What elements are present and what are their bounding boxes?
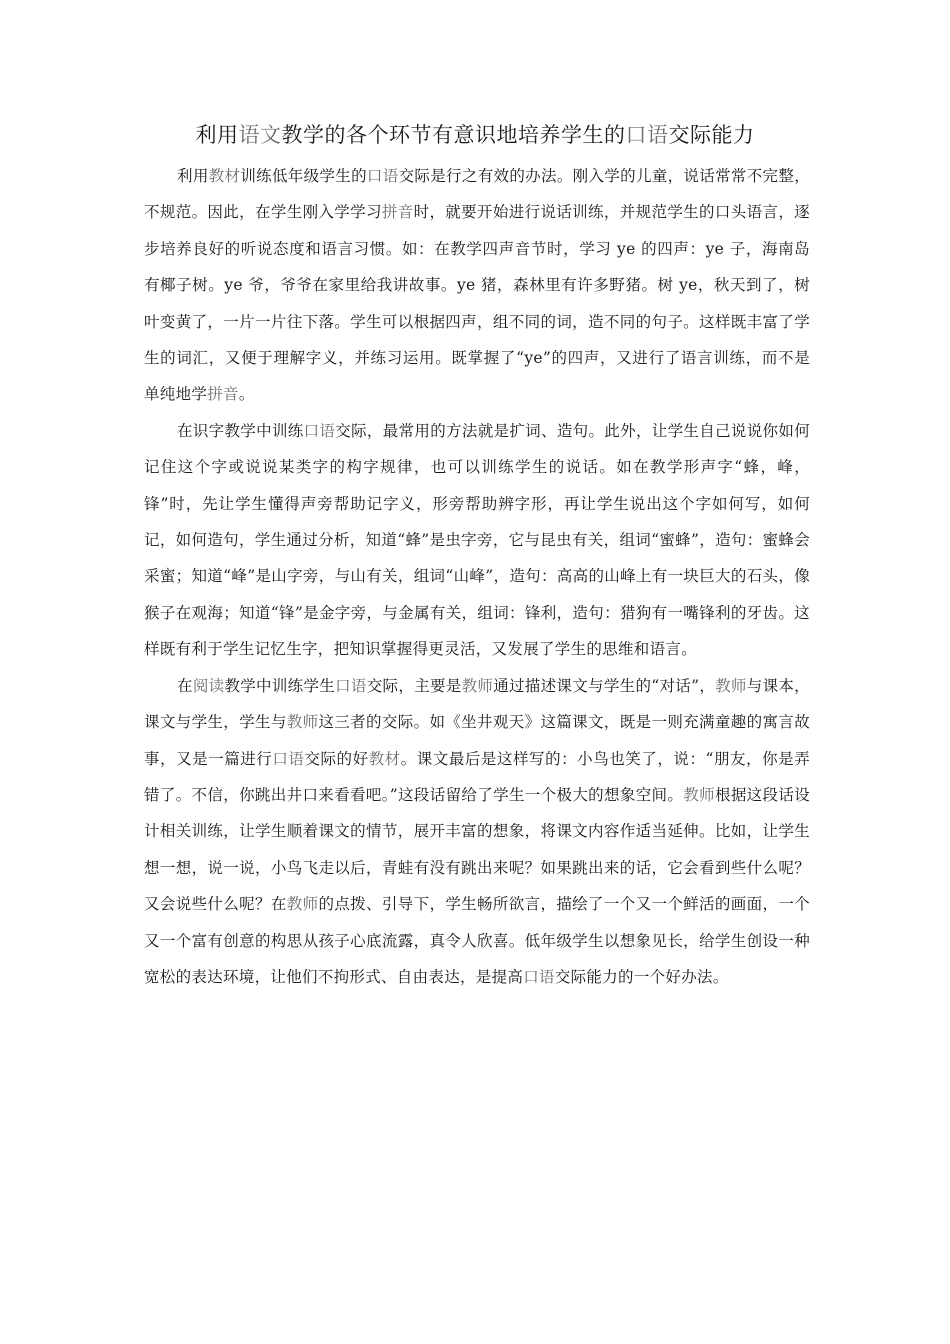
keyword-link[interactable]: 教师 (715, 676, 747, 695)
keyword-link[interactable]: 拼音 (381, 203, 414, 222)
paragraph-text: 根据这段话设计相关训练，让学生顺着课文的情节，展开丰富的想象，将课文内容作适当延伸。比如，让学生想一想，说一说，小鸟飞走以后，青蛙有没有跳出来呢？如果跳出来的话，它会看到些什么呢？又会说些什么呢？在 (144, 785, 810, 914)
paragraph-text: 交际的好 (304, 749, 369, 768)
keyword-link[interactable]: 口语 (366, 167, 399, 185)
keyword-link[interactable]: 口语 (523, 967, 555, 986)
title-link-text[interactable]: 语文 (238, 123, 282, 147)
keyword-link[interactable]: 阅读 (192, 676, 225, 695)
paragraph-text: 训练低年级学生的 (240, 167, 367, 185)
paragraph-text: 这三者的交际。如《坐井观天》这篇课文，既是一则充满童趣的寓言故事，又是一篇进行 (144, 713, 810, 768)
title-link-text[interactable]: 口语 (625, 123, 669, 147)
paragraph-text: 。 (238, 385, 255, 404)
paragraph (144, 158, 810, 413)
keyword-link[interactable]: 拼音 (207, 385, 239, 404)
keyword-link[interactable]: 教材 (368, 749, 401, 768)
keyword-link[interactable]: 教材 (208, 167, 241, 185)
paragraph (144, 413, 810, 668)
keyword-link[interactable]: 教师 (461, 676, 494, 695)
paragraph-text: 交际，最常用的方法就是扩词、造句。此外，让学生自己说说你如何记住这个字或说说某类字的构字规律，也可以训练学生的说话。如在教学形声字“蜂，峰，锋”时，先让学生懂得声旁帮助记字义，形旁帮助辨字形，再让学生说出这个字如何写，如何记，如何造句，学生通过分析，知道“蜂”是虫字旁，它与昆虫有关，组词“蜜蜂”，造句：蜜蜂会采蜜；知道“峰”是山字旁，与山有关，组词“山峰”，造句：高高的山峰上有一块巨大的石头，像猴子在观海；知道“锋”是金字旁，与金属有关，组词：锋利，造句：猎狗有一嘴锋利的牙齿。这样既有利于学生记忆生字，把知识掌握得更灵活，又发展了学生的思维和语言。 (144, 421, 810, 659)
paragraph-text: 的点拨、引导下，学生畅所欲言，描绘了一个又一个鲜活的画面，一个又一个富有创意的构思从孩子心底流露，真令人欣喜。低年级学生以想象见长，给学生创设一种宽松的表达环境，让他们不拘形式、自由表达，是提高 (144, 895, 810, 986)
paragraph-text: 与课本，课文与学生，学生与 (144, 676, 810, 732)
title-text: 交际能力 (668, 123, 755, 147)
paragraph-text: 教学中训练学生 (224, 676, 336, 695)
document-title (140, 118, 810, 152)
paragraph-text: 交际，主要是 (366, 676, 462, 695)
title-text: 利用 (195, 123, 239, 147)
keyword-link[interactable]: 教师 (286, 895, 319, 914)
paragraph-text: 交际是行之有效的办法。刚入学的儿童，说话常常不完整，不规范。因此，在学生刚入学学习 (144, 167, 810, 222)
paragraph-text: 交际能力的一个好办法。 (554, 967, 729, 986)
paragraph-text: 利用 (177, 167, 209, 185)
keyword-link[interactable]: 教师 (683, 785, 715, 804)
document-body (144, 158, 810, 995)
title-text: 教学的各个环节有意识地培养学生的 (281, 123, 626, 147)
paragraph (144, 668, 810, 996)
paragraph-text: 时，就要开始进行说话训练，并规范学生的口头语言，逐步培养良好的听说态度和语言习惯。如：在教学四声音节时，学习 ye 的四声：ye 子，海南岛有椰子树。ye 爷，爷爷在家里给我讲故事。ye 猪，森林里有许多野猪。树 ye，秋天到了，树叶变黄了，一片一片往下落。学生可以根据四声，组不同的词，造不同的句子。这样既丰富了学生的词汇，又便于理解字义，并练习运用。既掌握了“ye”的四声，又进行了语言训练，而不是单纯地学 (144, 203, 810, 404)
keyword-link[interactable]: 口语 (335, 676, 367, 695)
paragraph-text: 在识字教学中训练 (177, 421, 304, 440)
paragraph-text: 通过描述课文与学生的“对话”， (493, 676, 716, 695)
keyword-link[interactable]: 教师 (286, 713, 319, 732)
paragraph-text: 在 (177, 676, 193, 695)
keyword-link[interactable]: 口语 (272, 749, 305, 768)
paragraph-text: 。课文最后是这样写的：小鸟也笑了，说：“朋友，你是弄错了。不信，你跳出井口来看看吧。”这段话留给了学生一个极大的想象空间。 (144, 749, 810, 804)
keyword-link[interactable]: 口语 (303, 421, 336, 440)
